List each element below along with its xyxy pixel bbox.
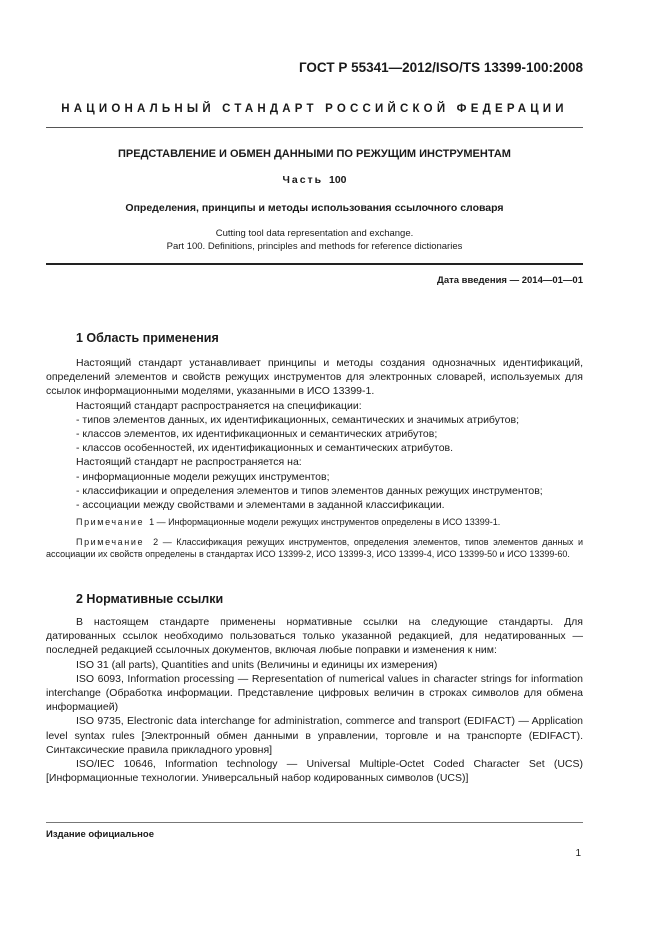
section-2-body	[46, 615, 583, 785]
introduction-date: Дата введения — 2014—01—01	[437, 275, 583, 286]
section-1-paragraph-1: Настоящий стандарт устанавливает принципы и методы создания однозначных идентификаций, определений элементов и свойств режущих инструментов для электронных словарей, используемых для ссылок информационными моделями, указанными в ИСО 13399-1.	[46, 357, 583, 398]
english-title-line-1: Cutting tool data representation and exchange.	[215, 228, 414, 239]
reference-item: ISO 9735, Electronic data interchange for administration, commerce and transport (EDIFACT) — Application level syntax rules [Электронный обмен данными в управлении, торговле и на транспорте (EDIFACT). Синтаксические правила прикладного уровня]	[46, 715, 583, 756]
document-code: ГОСТ Р 55341—2012/ISO/TS 13399-100:2008	[298, 60, 583, 75]
section-1-paragraph-3: Настоящий стандарт не распространяется на:	[76, 456, 302, 469]
list-item: - классификации и определения элементов и типов элементов данных режущих инструментов;	[76, 484, 543, 497]
list-item: - ассоциации между свойствами и элементами в заданной классификации.	[76, 499, 445, 512]
note-2-label: Примечание	[76, 537, 145, 547]
note-2-text: 2 — Классификация режущих инструментов, определения элементов, типов элементов данных и ассоциации их свойств определены в стандартах ИСО 13399-2, ИСО 13399-3, ИСО 13399-4, ИСО 13399-50 и ИСО 13399-60.	[46, 537, 583, 559]
divider-top	[46, 127, 583, 128]
document-subtitle: Определения, принципы и методы использования ссылочного словаря	[125, 202, 504, 214]
english-title	[46, 227, 583, 253]
standard-name: НАЦИОНАЛЬНЫЙ СТАНДАРТ РОССИЙСКОЙ ФЕДЕРАЦИИ	[61, 103, 568, 115]
list-item: - классов элементов, их идентификационных и семантических атрибутов;	[76, 428, 438, 441]
english-title-line-2: Part 100. Definitions, principles and methods for reference dictionaries	[166, 241, 463, 252]
section-2-paragraph-1: В настоящем стандарте применены нормативные ссылки на следующие стандарты. Для датированных ссылок необходимо пользоваться только указанной редакцией, для недатированных — последней редакцией ссылочных документов, включая любые поправки и изменения к ним:	[46, 616, 583, 657]
list-item: - типов элементов данных, их идентификационных, семантических и значимых атрибутов;	[76, 413, 519, 426]
note-2	[46, 536, 583, 560]
list-item: - классов особенностей, их идентификационных и семантических атрибутов.	[76, 442, 454, 455]
section-1-heading: 1 Область применения	[76, 331, 219, 345]
divider-thick	[46, 263, 583, 265]
document-title: ПРЕДСТАВЛЕНИЕ И ОБМЕН ДАННЫМИ ПО РЕЖУЩИМ ИНСТРУМЕНТАМ	[118, 148, 511, 160]
edition-label: Издание официальное	[46, 829, 154, 840]
section-1-paragraph-2: Настоящий стандарт распространяется на спецификации:	[76, 399, 362, 412]
reference-item: ISO 31 (all parts), Quantities and units (Величины и единицы их измерения)	[76, 658, 438, 671]
note-1-label: Примечание	[76, 517, 145, 527]
page-number: 1	[575, 848, 581, 859]
part-label: Часть	[282, 174, 324, 186]
list-item: - информационные модели режущих инструментов;	[76, 470, 330, 483]
section-2-heading: 2 Нормативные ссылки	[76, 592, 224, 606]
part-number: 100	[328, 174, 347, 186]
section-1-body	[46, 356, 583, 512]
part-heading	[46, 174, 583, 186]
divider-bottom	[46, 822, 583, 823]
reference-item: ISO 6093, Information processing — Representation of numerical values in character strings for information interchange (Обработка информации. Представление цифровых величин в строках символов для обмена информацией)	[46, 672, 583, 714]
note-1-text: 1 — Информационные модели режущих инструментов определены в ИСО 13399-1.	[149, 517, 501, 527]
reference-item: ISO/IEC 10646, Information technology — Universal Multiple-Octet Coded Character Set (UCS) [Информационные технологии. Универсальный набор кодированных символов (UCS)]	[46, 758, 583, 785]
note-1	[46, 516, 583, 528]
